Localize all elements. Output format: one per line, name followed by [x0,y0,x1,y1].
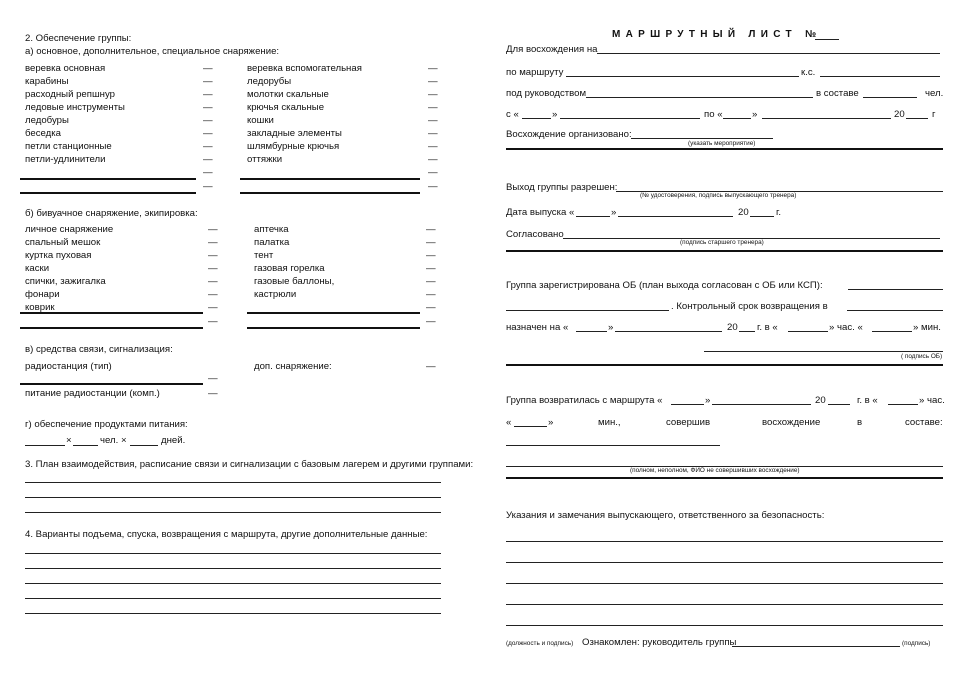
control-minute-field[interactable] [872,331,912,332]
team-label: в составе [816,88,859,99]
date-to-day[interactable] [723,118,751,119]
fill-line[interactable] [20,383,203,385]
control-place-field[interactable] [847,310,943,311]
section-3-heading: 3. План взаимодействия, расписание связи и сигнализации с базовым лагерем и другими группами: [25,459,474,470]
leader-sign-field[interactable] [732,646,900,647]
list-item: палатка [254,237,290,248]
return-minute-field[interactable] [514,426,547,427]
list-item: личное снаряжение [25,224,114,235]
exit-label: Выход группы разрешен: [506,182,618,193]
quote-close: » [705,395,711,406]
agreed-hint: (подпись старшего тренера) [680,239,764,246]
dash: — [428,154,438,165]
list-item: ледорубы [247,76,292,87]
dash: — [208,302,218,313]
list-item: кастрюли [254,289,297,300]
dash: — [203,76,213,87]
date-from-day[interactable] [522,118,551,119]
list-item: ледовые инструменты [25,102,125,113]
control-label: . Контрольный срок возвращения в [671,301,828,312]
organized-label: Восхождение организовано: [506,129,632,140]
dash: — [203,154,213,165]
list-item: крючья скальные [247,102,325,113]
radio-power-label: питание радиостанции (комп.) [25,388,160,399]
dash: — [203,115,213,126]
list-item: тент [254,250,274,261]
quote-close: » [608,322,614,333]
list-item: фонари [25,289,60,300]
dash: — [426,263,436,274]
dash: — [426,361,436,372]
dash: — [426,237,436,248]
difficulty-field[interactable] [820,76,940,77]
organized-hint: (указать мероприятие) [688,140,756,147]
fill-line[interactable] [73,445,98,446]
list-item: оттяжки [247,154,283,165]
list-item: веревка основная [25,63,106,74]
signature-hint: (подпись) [902,640,931,647]
year-suffix: г. [776,207,781,218]
release-year-field[interactable] [750,216,774,217]
fill-line[interactable] [506,583,943,584]
release-month-field[interactable] [618,216,733,217]
control-year-field[interactable] [739,331,755,332]
fill-line[interactable] [25,583,441,584]
radio-type-label: радиостанция (тип) [25,361,112,372]
list-item: куртка пуховая [25,250,92,261]
date-from-month[interactable] [560,118,700,119]
dash: — [428,89,438,100]
quote-close: » [552,109,558,120]
dash: — [428,63,438,74]
date-to-label: по « [704,109,723,120]
quote-close: » [752,109,758,120]
date-to-month[interactable] [762,118,891,119]
release-day-field[interactable] [576,216,610,217]
list-item: шлямбурные крючья [247,141,340,152]
time-label: г. в « [857,395,878,406]
acquainted-label: Ознакомлен: руководитель группы [582,637,737,648]
fill-line[interactable] [20,178,196,180]
hours-label: » час. « [829,322,863,333]
section-2g-heading: г) обеспечение продуктами питания: [25,419,188,430]
list-item: беседка [25,128,61,139]
year-label: 20 [738,207,749,218]
year-label: 20 [727,322,738,333]
team-size-field[interactable] [863,97,917,98]
section-2a-heading: а) основное, дополнительное, специальное снаряжение: [25,46,280,57]
dash: — [208,289,218,300]
organized-field[interactable] [631,138,773,139]
dash: — [208,224,218,235]
section-2b-heading: б) бивуачное снаряжение, экипировка: [25,208,198,219]
dash: — [426,289,436,300]
return-day-field[interactable] [671,404,704,405]
dash: — [426,302,436,313]
result-hint: (полном, неполном, ФИО не совершивших восхождение) [630,467,800,474]
dash: — [203,181,213,192]
dash: — [426,316,436,327]
fill-line[interactable] [25,598,441,599]
dash: — [208,250,218,261]
list-item: каски [25,263,50,274]
quote-close: » [548,417,554,428]
registered-field-2[interactable] [506,310,669,311]
list-item: аптечка [254,224,289,235]
dash: — [208,316,218,327]
year-field[interactable] [906,118,928,119]
dash: — [426,276,436,287]
fill-line[interactable] [506,541,943,542]
return-hour-field[interactable] [888,404,918,405]
section-divider [506,477,943,479]
time-label: г. в « [757,322,778,333]
dash: — [428,141,438,152]
dash: — [203,167,213,178]
fill-line[interactable] [25,482,441,483]
section-2-heading: 2. Обеспечение группы: [25,33,132,44]
people-unit: чел. [925,88,944,99]
fill-line[interactable] [25,553,441,554]
dash: — [203,89,213,100]
year-label: 20 [894,109,905,120]
list-item: петли станционные [25,141,112,152]
release-date-label: Дата выпуска « [506,207,575,218]
fill-line[interactable] [20,327,203,329]
list-item: спальный мешок [25,237,101,248]
section-divider [506,148,943,150]
registered-field[interactable] [848,289,943,290]
days-label: дней. [161,435,186,446]
min-label: мин., [598,417,621,428]
hours-label: » час. [919,395,945,406]
fill-line[interactable] [20,192,196,194]
dash: — [426,224,436,235]
list-item: карабины [25,76,69,87]
difficulty-label: к.с. [801,67,816,78]
list-item: газовые баллоны, [254,276,335,287]
dash: — [428,115,438,126]
section-divider [506,364,943,366]
control-day-field[interactable] [576,331,607,332]
ascent-label: Для восхождения на [506,44,598,55]
dash: — [428,128,438,139]
fill-line[interactable] [25,613,441,614]
extra-gear-label: доп. снаряжение: [254,361,332,372]
quote-open: « [506,417,512,428]
year-label: 20 [815,395,826,406]
fill-line[interactable] [247,312,420,314]
list-item: коврик [25,302,55,313]
fill-line[interactable] [25,568,441,569]
fill-line[interactable] [240,192,420,194]
control-hour-field[interactable] [788,331,828,332]
section-2v-heading: в) средства связи, сигнализация: [25,344,173,355]
position-sign-hint: (должность и подпись) [506,640,574,647]
date-from-label: с « [506,109,519,120]
ob-sign-hint: ( подпись ОБ) [901,353,943,360]
section-divider [506,250,943,252]
minutes-label: » мин. [913,322,941,333]
list-item: веревка вспомогательная [247,63,362,74]
return-month-field[interactable] [712,404,811,405]
fill-line[interactable] [25,497,441,498]
dash: — [208,388,218,399]
leader-label: под руководством [506,88,587,99]
dash: — [428,167,438,178]
return-year-field[interactable] [828,404,850,405]
fill-line[interactable] [20,312,203,314]
peak-field[interactable] [597,53,940,54]
fill-line[interactable] [506,562,943,563]
dash: — [426,250,436,261]
exit-hint: (№ удостоверения, подпись выпускающего тренера) [640,192,797,199]
agreed-label: Согласовано [506,229,564,240]
control-month-field[interactable] [615,331,722,332]
completed-label: совершив [666,417,711,428]
fill-line[interactable] [247,327,420,329]
dash: — [428,76,438,87]
remarks-label: Указания и замечания выпускающего, ответственного за безопасность: [506,510,825,521]
fill-line[interactable] [130,445,158,446]
dash: — [203,102,213,113]
dash: — [208,373,218,384]
people-label: чел. × [100,435,127,446]
list-item: кошки [247,115,274,126]
dash: — [208,276,218,287]
route-field[interactable] [566,76,799,77]
result-field[interactable] [506,445,720,446]
list-item: спички, зажигалка [25,276,106,287]
dash: — [428,102,438,113]
dash: — [203,128,213,139]
fill-line[interactable] [25,445,65,446]
dash: — [208,237,218,248]
document-title: МАРШРУТНЫЙ ЛИСТ № [612,29,822,40]
list-item: расходный репшнур [25,89,115,100]
team-word: составе: [905,417,943,428]
fill-line[interactable] [240,178,420,180]
route-label: по маршруту [506,67,564,78]
fill-line[interactable] [506,604,943,605]
assigned-label: назначен на « [506,322,569,333]
dash: — [203,141,213,152]
leader-field[interactable] [586,97,813,98]
list-item: петли-удлинители [25,154,106,165]
number-field[interactable] [815,39,839,40]
fill-line[interactable] [506,625,943,626]
year-suffix: г [932,109,936,120]
ob-sign-field[interactable] [704,351,943,352]
list-item: ледобуры [25,115,69,126]
returned-label: Группа возвратилась с маршрута « [506,395,663,406]
list-item: закладные элементы [247,128,342,139]
list-item: молотки скальные [247,89,329,100]
quote-close: » [611,207,617,218]
list-item: газовая горелка [254,263,325,274]
registered-label: Группа зарегистрирована ОБ (план выхода согласован с ОБ или КСП): [506,280,823,291]
dash: — [203,63,213,74]
times-sign: × [66,435,72,446]
dash: — [208,263,218,274]
fill-line[interactable] [25,512,441,513]
dash: — [428,181,438,192]
in-word: в [857,417,863,428]
ascent-word: восхождение [762,417,821,428]
section-4-heading: 4. Варианты подъема, спуска, возвращения с маршрута, другие дополнительные данные: [25,529,428,540]
